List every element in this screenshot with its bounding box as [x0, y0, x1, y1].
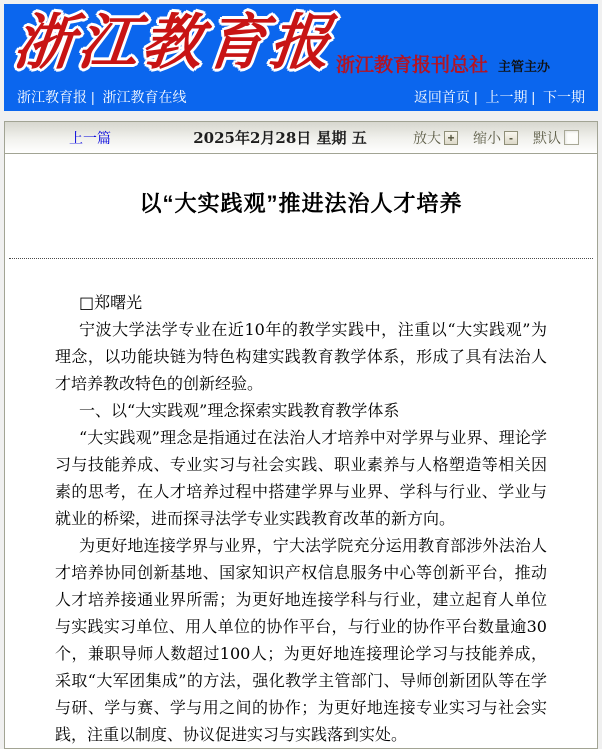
masthead: [4, 4, 598, 111]
previous-article-link[interactable]: 上一篇: [69, 129, 111, 146]
article-paragraph: □郑曙光: [79, 293, 143, 312]
nav-right: [414, 87, 585, 107]
nav-link[interactable]: | 下一期: [527, 87, 585, 107]
article-paragraph: 宁波大学法学专业在近10年的教学实践中，注重以“大实践观”为理念，以功能块链为特色构建实践教育教学体系，形成了具有法治人才培养教改特色的创新经验。: [55, 320, 547, 393]
nav-link[interactable]: 返回首页: [413, 89, 470, 105]
publisher-role: 主管主办: [498, 59, 551, 74]
nav-left: [17, 87, 187, 107]
content-box: [4, 121, 598, 749]
zoom-out-icon[interactable]: -: [504, 131, 518, 145]
zoom-in-icon[interactable]: +: [444, 131, 458, 145]
zoom-out-control[interactable]: [473, 128, 518, 148]
default-size-label: 默认: [533, 129, 561, 146]
default-size-checkbox[interactable]: [564, 130, 579, 145]
zoom-in-label: 放大: [413, 129, 441, 146]
issue-date: 2025年2月28日 星期 五: [193, 129, 367, 147]
article-paragraph: “大实践观”理念是指通过在法治人才培养中对学界与业界、理论学习与技能养成、专业实习与社会实践、职业素养与人格塑造等相关因素的思考，在人才培养过程中搭建学界与业界、学科与行业、学业与就业的桥梁，进而探寻法学专业实践教育改革的新方向。: [55, 428, 547, 528]
toolbar-left: [5, 128, 175, 148]
default-size-control[interactable]: [533, 128, 579, 148]
toolbar-right: [385, 128, 597, 148]
nav-link[interactable]: | 上一期: [470, 87, 528, 107]
nav-link[interactable]: 浙江教育报: [17, 89, 87, 105]
article-paragraph: 为更好地连接学界与业界，宁大法学院充分运用教育部涉外法治人才培养协同创新基地、国家知识产权信息服务中心等创新平台，推动人才培养接通业界所需；为更好地连接学科与行业，建立起育人单位与实践实习单位、用人单位的协作平台，与行业的协作平台数量逾30个，兼职导师人数超过100人；为更好地连接理论学习与技能养成，采取“大军团集成”的方法，强化教学主管部门、导师创新团队等在学与研、学与赛、学与用之间的协作；为更好地连接专业实习与社会实践，注重以制度、协议促进实习与实践落到实处。: [55, 536, 547, 744]
header-nav: [4, 83, 598, 111]
publisher-name: 浙江教育报刊总社: [336, 54, 489, 76]
newspaper-logo: 浙江教育报: [10, 8, 338, 78]
article-paragraph: 一、以“大实践观”理念探索实践教育教学体系: [79, 401, 400, 420]
article-toolbar: [5, 122, 597, 154]
dotted-divider: [9, 258, 593, 259]
article-title: 以“大实践观”推进法治人才培养: [139, 191, 463, 216]
zoom-in-control[interactable]: [413, 128, 458, 148]
nav-link[interactable]: | 浙江教育在线: [87, 87, 187, 107]
zoom-out-label: 缩小: [473, 129, 501, 146]
article-body: [55, 289, 547, 748]
publisher-row: [336, 50, 550, 77]
